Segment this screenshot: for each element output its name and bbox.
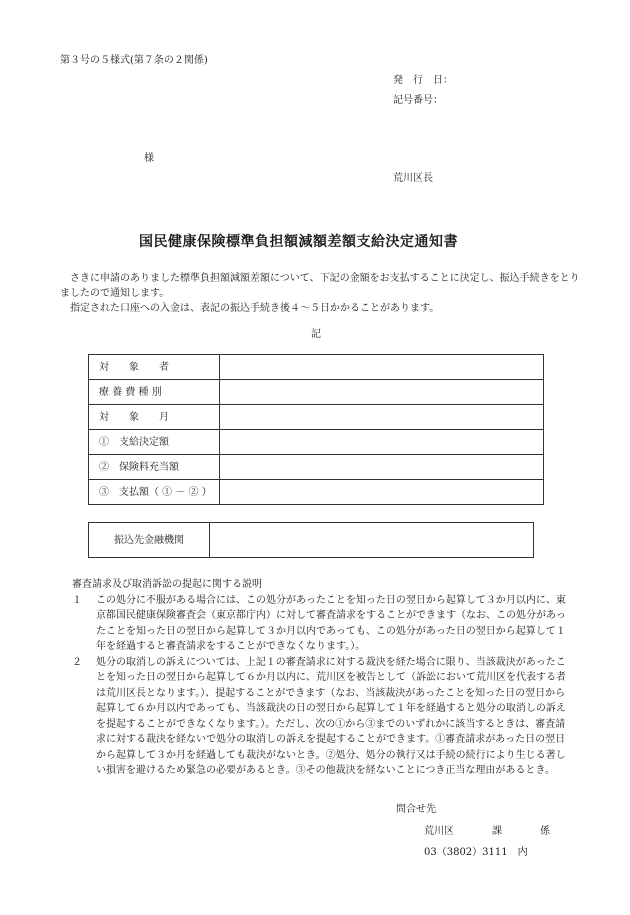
- contact-heading: 問合せ先: [396, 804, 436, 815]
- bank-label: 振込先金融機関: [89, 523, 210, 558]
- table-row: [89, 480, 544, 505]
- form-number: 第３号の５様式(第７条の２関係): [60, 55, 208, 66]
- issue-date-label: 発 行 日：: [393, 75, 453, 86]
- row-value: [220, 455, 544, 480]
- sender-name: 荒川区長: [393, 173, 433, 184]
- intro-paragraph-2: 指定された口座への入金は、表記の振込手続き後４～５日かかることがあります。: [70, 303, 440, 314]
- table-row: [89, 430, 544, 455]
- addressee-suffix: 様: [144, 153, 154, 164]
- table-row: [89, 455, 544, 480]
- document-title: 国民健康保険標準負担額減額差額支給決定通知書: [139, 234, 458, 250]
- row-label: 対 象 月: [89, 405, 220, 430]
- explanation-item-1: [72, 593, 572, 655]
- contact-ward: 荒川区: [424, 826, 454, 837]
- row-value: [220, 380, 544, 405]
- row-label: ③ 支払額（ ① － ② ）: [89, 480, 220, 505]
- explanation-section: [72, 577, 572, 779]
- bank-value: [210, 523, 534, 558]
- contact-ka: 課: [492, 826, 502, 837]
- contact-kakari: 係: [540, 826, 550, 837]
- row-value: [220, 480, 544, 505]
- row-label: 対 象 者: [89, 355, 220, 380]
- table-row: [89, 523, 534, 558]
- row-label: 療 養 費 種 別: [89, 380, 220, 405]
- contact-phone: 03（3802）3111 内: [424, 847, 528, 858]
- row-value: [220, 405, 544, 430]
- row-value: [220, 355, 544, 380]
- payment-details-table: [88, 354, 544, 505]
- item-number: １: [72, 594, 82, 606]
- ki-mark: 記: [311, 329, 321, 340]
- table-row: [89, 380, 544, 405]
- intro-paragraph-1: さきに申請のありました標準負担額減額差額について、下記の金額をお支払することに決定し、振込手続きをとりましたので通知します。: [60, 273, 580, 299]
- bank-table: [88, 522, 534, 558]
- explanation-item-2: [72, 655, 572, 779]
- table-row: [89, 355, 544, 380]
- item-text: この処分に不服がある場合には、この処分があったことを知った日の翌日から起算して３か月以内に、東京都国民健康保険審査会（東京都庁内）に対して審査請求をすることができます（なお、この処分があったことを知った日の翌日から起算して３か月以内であっても、この処分があった日の翌日から起算して１年を経過すると審査請求をすることができなくなります。）。: [96, 594, 566, 652]
- item-text: 処分の取消しの訴えについては、上記１の審査請求に対する裁決を経た場合に限り、当該裁決があったことを知った日の翌日から起算して６か月以内に、荒川区を被告として（訴訟において荒川区を代表する者は荒川区長となります。）、提起することができます（なお、当該裁決があったことを知った日の翌日から起算して６か月以内であっても、当該裁決の日の翌日から起算して１年を経過すると処分の取消しの訴えを提起することができなくなります。）。ただし、次の①から③までのいずれかに該当するときは、審査請求に対する裁決を経ないで処分の取消しの訴えを提起することができます。①審査請求があった日の翌日から起算して３か月を経過しても裁決がないとき。②処分、処分の執行又は手続の続行により生じる著しい損害を避けるため緊急の必要があるとき。③その他裁決を経ないことにつき正当な理由があるとき。: [96, 656, 566, 776]
- explanation-heading: 審査請求及び取消訴訟の提起に関する説明: [72, 579, 262, 590]
- row-label: ② 保険料充当額: [89, 455, 220, 480]
- item-number: ２: [72, 656, 82, 668]
- row-value: [220, 430, 544, 455]
- row-label: ① 支給決定額: [89, 430, 220, 455]
- table-row: [89, 405, 544, 430]
- ref-number-label: 記号番号：: [393, 95, 443, 106]
